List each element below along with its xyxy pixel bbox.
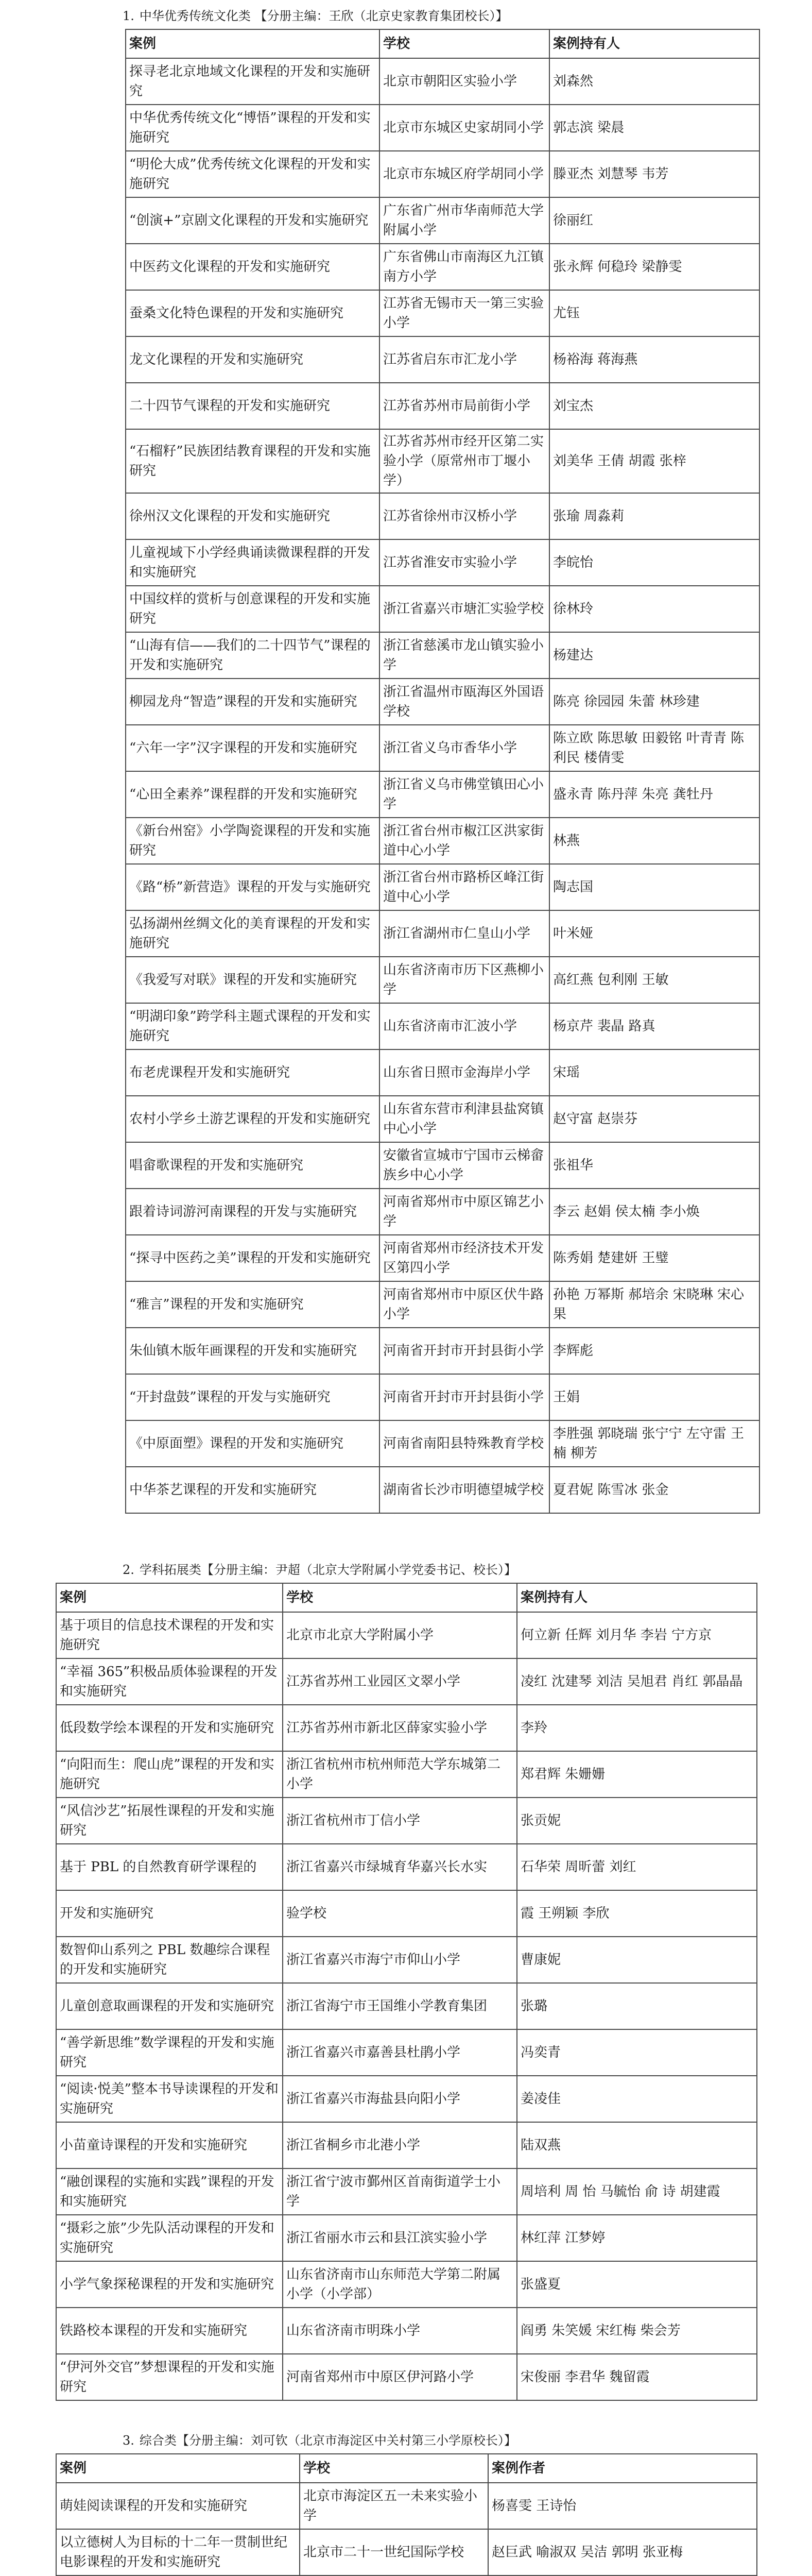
table-row [126,1049,759,1096]
table-row [56,1612,757,1658]
table-row [126,957,759,1003]
table-row [56,2308,757,2354]
table-row [56,1937,757,1983]
table-row [56,2483,757,2529]
header-school: 学校 [283,1583,517,1612]
case-name-cell: 小学气象探秘课程的开发和实施研究 [56,2261,283,2308]
case-name-cell: 弘扬湖州丝绸文化的美育课程的开发和实施研究 [126,910,379,957]
case-name-cell: 探寻老北京地域文化课程的开发和实施研究 [126,58,379,105]
table-row [56,2215,757,2261]
case-name-cell: “向阳而生：爬山虎”课程的开发和实施研究 [56,1751,283,1798]
school-cell: 江苏省苏州市局前街小学 [379,383,549,429]
case-holder-cell: 刘宝杰 [549,383,759,429]
table-row [126,1142,759,1189]
header-holder: 案例持有人 [549,29,759,58]
case-name-cell: “雅言”课程的开发和实施研究 [126,1281,379,1328]
school-cell: 安徽省宣城市宁国市云梯畲族乡中心小学 [379,1142,549,1189]
case-holder-cell: 宋俊丽 李君华 魏留霞 [517,2354,757,2400]
school-cell: 河南省郑州市中原区伊河路小学 [283,2354,517,2400]
case-holder-cell: 盛永青 陈丹萍 朱亮 龚牡丹 [549,771,759,818]
case-name-cell: “伊河外交官”梦想课程的开发和实施研究 [56,2354,283,2400]
table-row [126,1189,759,1235]
case-name-cell: 以立德树人为目标的十二年一贯制世纪电影课程的开发和实施研究 [56,2529,300,2575]
table-row [126,818,759,864]
case-name-cell: “摄彩之旅”少先队活动课程的开发和实施研究 [56,2215,283,2261]
case-name-cell: “探寻中医药之美”课程的开发和实施研究 [126,1235,379,1281]
case-name-cell: 儿童创意取画课程的开发和实施研究 [56,1983,283,2029]
case-name-cell: 基于项目的信息技术课程的开发和实施研究 [56,1612,283,1658]
school-cell: 浙江省嘉兴市海盐县向阳小学 [283,2076,517,2122]
table-row [56,1751,757,1798]
case-name-cell: “明湖印象”跨学科主题式课程的开发和实施研究 [126,1003,379,1049]
case-holder-cell: 张璐 [517,1983,757,2029]
table-header-row [126,29,759,58]
school-cell: 河南省郑州市中原区锦艺小学 [379,1189,549,1235]
case-name-cell: 《新台州窑》小学陶瓷课程的开发和实施研究 [126,818,379,864]
school-cell: 河南省郑州市经济技术开发区第四小学 [379,1235,549,1281]
school-cell: 浙江省台州市路桥区峰江街道中心小学 [379,864,549,910]
school-cell: 浙江省嘉兴市海宁市仰山小学 [283,1937,517,1983]
case-holder-cell: 李云 赵娟 侯太楠 李小焕 [549,1189,759,1235]
school-cell: 浙江省嘉兴市塘汇实验学校 [379,586,549,632]
case-name-cell: “阅读·悦美”整本书导读课程的开发和实施研究 [56,2076,283,2122]
case-name-cell: “善学新思维”数学课程的开发和实施研究 [56,2029,283,2076]
case-name-cell: 中国纹样的赏析与创意课程的开发和实施研究 [126,586,379,632]
section-number: 3. [123,2433,134,2448]
school-cell: 山东省济南市明珠小学 [283,2308,517,2354]
school-cell: 北京市东城区史家胡同小学 [379,105,549,151]
table-row [56,1844,757,1890]
case-name-cell: “创演+”京剧文化课程的开发和实施研究 [126,197,379,244]
case-holder-cell: 尤钰 [549,290,759,336]
case-name-cell: “开封盘鼓”课程的开发与实施研究 [126,1374,379,1420]
school-cell: 广东省广州市华南师范大学附属小学 [379,197,549,244]
case-name-cell: “石榴籽”民族团结教育课程的开发和实施研究 [126,429,379,493]
school-cell: 河南省南阳县特殊教育学校 [379,1420,549,1467]
school-cell: 浙江省嘉兴市嘉善县杜鹃小学 [283,2029,517,2076]
section-heading: 中华优秀传统文化类 【分册主编：王欣（北京史家教育集团校长）】 [139,9,508,23]
case-name-cell: 开发和实施研究 [56,1890,283,1937]
case-holder-cell: 刘森然 [549,58,759,105]
case-holder-cell: 张瑜 周淼莉 [549,493,759,539]
case-holder-cell: 何立新 任辉 刘月华 李岩 宁方京 [517,1612,757,1658]
school-cell: 浙江省慈溪市龙山镇实验小学 [379,632,549,679]
table-row [126,290,759,336]
table-row [126,679,759,725]
case-holder-cell: 杨喜雯 王诗怡 [488,2483,757,2529]
school-cell: 浙江省义乌市香华小学 [379,725,549,771]
case-holder-cell: 李皖怡 [549,539,759,586]
case-holder-cell: 李胜强 郭晓瑞 张宁宁 左守雷 王楠 柳芳 [549,1420,759,1467]
case-name-cell: 《中原面塑》课程的开发和实施研究 [126,1420,379,1467]
case-holder-cell: 凌红 沈建琴 刘洁 吴旭君 肖红 郭晶晶 [517,1658,757,1705]
school-cell: 北京市海淀区五一未来实验小学 [300,2483,488,2529]
case-holder-cell: 张祖华 [549,1142,759,1189]
table-row [126,910,759,957]
table-row [56,2354,757,2400]
school-cell: 北京市北京大学附属小学 [283,1612,517,1658]
case-holder-cell: 杨建达 [549,632,759,679]
case-name-cell: 中华优秀传统文化“博悟”课程的开发和实施研究 [126,105,379,151]
case-name-cell: “融创课程的实施和实践”课程的开发和实施研究 [56,2168,283,2215]
case-holder-cell: 李辉彪 [549,1328,759,1374]
school-cell: 浙江省杭州市杭州师范大学东城第二小学 [283,1751,517,1798]
school-cell: 河南省开封市开封县街小学 [379,1328,549,1374]
table-row [126,1003,759,1049]
case-name-cell: “心田全素养”课程群的开发和实施研究 [126,771,379,818]
case-holder-cell: 林红萍 江梦婷 [517,2215,757,2261]
header-case: 案例 [56,2454,300,2483]
case-holder-cell: 阎勇 朱笑媛 宋红梅 柴会芳 [517,2308,757,2354]
table-row [126,1374,759,1420]
case-name-cell: 跟着诗词游河南课程的开发与实施研究 [126,1189,379,1235]
case-name-cell: “幸福 365”积极品质体验课程的开发和实施研究 [56,1658,283,1705]
table-row [126,1235,759,1281]
school-cell: 江苏省苏州市经开区第二实验小学（原常州市丁堰小学） [379,429,549,493]
section-number: 2. [123,1563,134,1577]
case-holder-cell: 郑君辉 朱姗姗 [517,1751,757,1798]
case-name-cell: 二十四节气课程的开发和实施研究 [126,383,379,429]
school-cell: 北京市东城区府学胡同小学 [379,151,549,197]
case-holder-cell: 冯奕青 [517,2029,757,2076]
case-name-cell: 低段数学绘本课程的开发和实施研究 [56,1705,283,1751]
case-holder-cell: 杨裕海 蒋海燕 [549,336,759,383]
table-row [126,864,759,910]
case-name-cell: 中医药文化课程的开发和实施研究 [126,244,379,290]
case-name-cell: 《路“桥”新营造》课程的开发与实施研究 [126,864,379,910]
section-heading: 学科拓展类【分册主编：尹超（北京大学附属小学党委书记、校长）】 [139,1563,516,1577]
table-row [126,771,759,818]
section-title-3 [123,2432,756,2449]
table-row [126,244,759,290]
school-cell: 北京市二十一世纪国际学校 [300,2529,488,2575]
case-holder-cell: 王娟 [549,1374,759,1420]
school-cell: 浙江省杭州市丁信小学 [283,1798,517,1844]
header-holder: 案例持有人 [517,1583,757,1612]
case-holder-cell: 赵巨武 喻淑双 吴洁 郭明 张亚梅 [488,2529,757,2575]
case-holder-cell: 霞 王朔颖 李欣 [517,1890,757,1937]
case-holder-cell: 徐林玲 [549,586,759,632]
school-cell: 北京市朝阳区实验小学 [379,58,549,105]
school-cell: 江苏省淮安市实验小学 [379,539,549,586]
table-row [56,2529,757,2575]
case-holder-cell: 孙艳 万幂斯 郝培余 宋晓琳 宋心果 [549,1281,759,1328]
case-table-subject-extension [56,1583,757,2401]
header-case: 案例 [56,1583,283,1612]
section-title-2 [123,1561,756,1579]
school-cell: 浙江省海宁市王国维小学教育集团 [283,1983,517,2029]
school-cell: 山东省济南市历下区燕柳小学 [379,957,549,1003]
case-name-cell: 中华茶艺课程的开发和实施研究 [126,1467,379,1513]
case-name-cell: 铁路校本课程的开发和实施研究 [56,2308,283,2354]
case-holder-cell: 刘美华 王倩 胡霞 张梓 [549,429,759,493]
table-row [126,1467,759,1513]
table-row [56,1658,757,1705]
school-cell: 浙江省义乌市佛堂镇田心小学 [379,771,549,818]
case-name-cell: 儿童视域下小学经典诵读微课程群的开发和实施研究 [126,539,379,586]
table-row [126,725,759,771]
case-holder-cell: 姜凌佳 [517,2076,757,2122]
table-row [56,2029,757,2076]
section-heading: 综合类【分册主编：刘可钦（北京市海淀区中关村第三小学原校长）】 [139,2433,516,2448]
school-cell: 山东省东营市利津县盐窝镇中心小学 [379,1096,549,1142]
case-holder-cell: 杨京芹 裴晶 路真 [549,1003,759,1049]
table-row [56,2261,757,2308]
table-row [56,1983,757,2029]
school-cell: 山东省济南市山东师范大学第二附属小学（小学部） [283,2261,517,2308]
school-cell: 广东省佛山市南海区九江镇南方小学 [379,244,549,290]
case-holder-cell: 陈立欧 陈思敏 田毅铭 叶青青 陈利民 楼倩雯 [549,725,759,771]
table-row [126,151,759,197]
section-title-1 [123,7,756,25]
school-cell: 山东省济南市汇波小学 [379,1003,549,1049]
school-cell: 江苏省无锡市天一第三实验小学 [379,290,549,336]
case-holder-cell: 张盛夏 [517,2261,757,2308]
case-name-cell: 数智仰山系列之 PBL 数趣综合课程的开发和实施研究 [56,1937,283,1983]
table-row [126,1096,759,1142]
case-holder-cell: 赵守富 赵崇芬 [549,1096,759,1142]
case-holder-cell: 陆双燕 [517,2122,757,2168]
table-row [126,197,759,244]
case-holder-cell: 徐丽红 [549,197,759,244]
case-name-cell: 蚕桑文化特色课程的开发和实施研究 [126,290,379,336]
case-name-cell: 小苗童诗课程的开发和实施研究 [56,2122,283,2168]
school-cell: 江苏省苏州工业园区文翠小学 [283,1658,517,1705]
case-holder-cell: 陈秀娟 楚建妍 王璧 [549,1235,759,1281]
header-school: 学校 [379,29,549,58]
section-number: 1. [123,9,134,23]
case-name-cell: “六年一字”汉字课程的开发和实施研究 [126,725,379,771]
case-name-cell: 布老虎课程开发和实施研究 [126,1049,379,1096]
school-cell: 山东省日照市金海岸小学 [379,1049,549,1096]
school-cell: 浙江省桐乡市北港小学 [283,2122,517,2168]
case-holder-cell: 郭志滨 梁晨 [549,105,759,151]
case-holder-cell: 滕亚杰 刘慧琴 韦芳 [549,151,759,197]
school-cell: 浙江省台州市椒江区洪家街道中心小学 [379,818,549,864]
case-holder-cell: 高红燕 包利刚 王敏 [549,957,759,1003]
case-name-cell: 基于 PBL 的自然教育研学课程的 [56,1844,283,1890]
case-holder-cell: 陶志国 [549,864,759,910]
table-row [126,383,759,429]
table-row [126,1281,759,1328]
table-row [56,1705,757,1751]
table-row [126,58,759,105]
school-cell: 江苏省启东市汇龙小学 [379,336,549,383]
case-holder-cell: 叶米娅 [549,910,759,957]
table-row [126,429,759,493]
case-name-cell: “明伦大成”优秀传统文化课程的开发和实施研究 [126,151,379,197]
case-table-traditional-culture [125,29,760,1514]
school-cell: 浙江省宁波市鄞州区首南街道学士小学 [283,2168,517,2215]
case-name-cell: 朱仙镇木版年画课程的开发和实施研究 [126,1328,379,1374]
header-case: 案例 [126,29,379,58]
school-cell: 浙江省湖州市仁皇山小学 [379,910,549,957]
school-cell: 验学校 [283,1890,517,1937]
header-school: 学校 [300,2454,488,2483]
case-name-cell: 《我爱写对联》课程的开发和实施研究 [126,957,379,1003]
table-header-row [56,2454,757,2483]
school-cell: 浙江省丽水市云和县江滨实验小学 [283,2215,517,2261]
table-row [56,2122,757,2168]
case-holder-cell: 林燕 [549,818,759,864]
case-holder-cell: 张永辉 何稳玲 梁静雯 [549,244,759,290]
table-row [126,539,759,586]
school-cell: 浙江省温州市瓯海区外国语学校 [379,679,549,725]
table-row [126,586,759,632]
school-cell: 江苏省苏州市新北区薛家实验小学 [283,1705,517,1751]
case-table-comprehensive [56,2453,757,2576]
table-row [126,105,759,151]
table-row [126,1328,759,1374]
table-row [56,2168,757,2215]
school-cell: 河南省开封市开封县街小学 [379,1374,549,1420]
table-row [126,493,759,539]
header-author: 案例作者 [488,2454,757,2483]
table-header-row [56,1583,757,1612]
case-holder-cell: 陈亮 徐园园 朱蕾 林珍建 [549,679,759,725]
case-holder-cell: 曹康妮 [517,1937,757,1983]
case-name-cell: 农村小学乡土游艺课程的开发和实施研究 [126,1096,379,1142]
case-name-cell: 萌娃阅读课程的开发和实施研究 [56,2483,300,2529]
table-row [126,336,759,383]
table-row [56,1798,757,1844]
case-holder-cell: 夏君妮 陈雪冰 张金 [549,1467,759,1513]
case-name-cell: “风信沙艺”拓展性课程的开发和实施研究 [56,1798,283,1844]
table-row [126,1420,759,1467]
table-row [56,2076,757,2122]
case-name-cell: 柳园龙舟“智造”课程的开发和实施研究 [126,679,379,725]
case-holder-cell: 宋瑶 [549,1049,759,1096]
table-row [126,632,759,679]
case-name-cell: 龙文化课程的开发和实施研究 [126,336,379,383]
school-cell: 河南省郑州市中原区伏牛路小学 [379,1281,549,1328]
school-cell: 江苏省徐州市汉桥小学 [379,493,549,539]
case-holder-cell: 石华荣 周昕蕾 刘红 [517,1844,757,1890]
school-cell: 浙江省嘉兴市绿城育华嘉兴长水实 [283,1844,517,1890]
case-holder-cell: 李羚 [517,1705,757,1751]
case-holder-cell: 周培利 周 怡 马毓怡 俞 诗 胡建霞 [517,2168,757,2215]
school-cell: 湖南省长沙市明德望城学校 [379,1467,549,1513]
table-row [56,1890,757,1937]
case-name-cell: “山海有信——我们的二十四节气”课程的开发和实施研究 [126,632,379,679]
case-name-cell: 徐州汉文化课程的开发和实施研究 [126,493,379,539]
case-name-cell: 唱畲歌课程的开发和实施研究 [126,1142,379,1189]
case-holder-cell: 张贡妮 [517,1798,757,1844]
